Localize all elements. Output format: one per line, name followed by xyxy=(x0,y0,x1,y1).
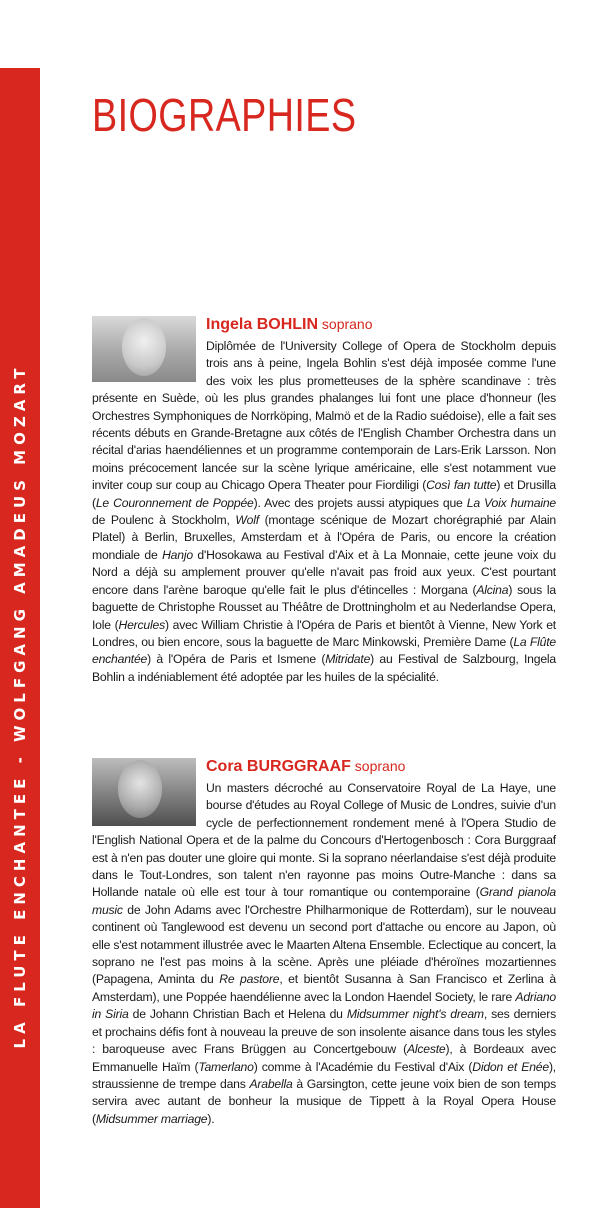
artist-role: soprano xyxy=(318,316,373,332)
italic-title: La Flûte enchantée xyxy=(92,634,556,667)
italic-title: La Voix humaine xyxy=(466,495,556,510)
text-segment: ) comme à l'Académie du Festival d'Aix ( xyxy=(253,1059,473,1074)
biography-cora-burggraaf xyxy=(92,758,556,1128)
text-segment: ) avec William Christie à l'Opéra de Paris et bientôt à Vienne, New York et Londres, ou bien encore, sous la baguette de Marc Minkowski, Première Dame ( xyxy=(92,617,556,649)
italic-title: Alceste xyxy=(406,1042,446,1057)
text-segment: ) sous la baguette de Christophe Rousset au Théâtre de Drottningholm et au Nederlandse Opera, Iole ( xyxy=(92,582,556,632)
italic-title: Alcina xyxy=(476,582,509,597)
biography-text xyxy=(92,780,556,1128)
text-segment: ), à Bordeaux avec Emmanuelle Haïm ( xyxy=(92,1042,557,1074)
text-segment: , ses derniers et prochains défis font à nouveau la preuve de son insolente aisance dans tous les styles : baroqueuse avec Frans Brüggen au Concertgebouw ( xyxy=(92,1007,557,1057)
artist-first-name: Ingela xyxy=(206,316,257,333)
italic-title: Le Couronnement de Poppée xyxy=(95,495,254,510)
page-title: BIOGRAPHIES xyxy=(92,89,357,141)
biography-ingela-bohlin xyxy=(92,316,556,686)
text-segment: de Johann Christian Bach et Helena du xyxy=(128,1007,347,1022)
italic-title: Hanjo xyxy=(162,547,193,562)
italic-title: Re pastore xyxy=(219,972,280,987)
text-segment: (montage scénique de Mozart chorégraphié par Alain Platel) à Berlin, Bruxelles, Amsterdam et à l'Opéra de Paris, ou encore la création mondiale de xyxy=(92,513,557,562)
italic-title: Arabella xyxy=(249,1076,293,1091)
italic-title: Grand pianola music xyxy=(92,885,556,917)
text-segment: de Poulenc à Stockholm, xyxy=(92,513,236,528)
italic-title: Hercules xyxy=(118,617,165,632)
text-segment: ) au Festival de Salzbourg, Ingela Bohlin a indéniablement été adoptée par les huiles de la spécialité. xyxy=(92,652,556,684)
text-segment: , et bientôt Susanna à San Francisco et Zerlina à Amsterdam), une Poppée haendélienne avec la London Haendel Society, le rare xyxy=(92,972,556,1004)
italic-title: Tamerlano xyxy=(198,1059,254,1074)
artist-role: soprano xyxy=(350,758,406,774)
text-segment: d'Hosokawa au Festival d'Aix et à La Monnaie, cette jeune voix du Nord a déjà su amplement prouver qu'elle n'avait pas froid aux yeux. C'est pourtant encore dans l'arène baroque qu'elle fait le plus d'étincelles : Morgana ( xyxy=(92,547,556,597)
text-segment: Un masters décroché au Conservatoire Royal de La Haye, une bourse d'études au Royal College of Music de Londres, suivie d'un cycle de perfectionnement rondement mené à l'Opera Studio de l'English National Opera et de la palme du Concours d'Hertogenbosch : Cora Burggraaf est à n'en pas douter une gloire qui monte. Si la soprano néerlandaise s'est déjà produite dans le Tout-Londres, son talent n'en rayonne pas moins Outre-Manche : dans sa Hollande natale où elle est tour à tour romantique ou contemporaine ( xyxy=(92,781,556,900)
italic-title: Adriano in Siria xyxy=(92,989,556,1022)
text-segment: ). Avec des projets aussi atypiques que xyxy=(253,495,467,510)
text-segment: de John Adams avec l'Orchestre Philharmonique de Rotterdam), sur le nouveau continent où Tanglewood est devenu un second port d'attache ou encore au Japon, où elle s'est notamment illustrée avec le Maarten Altena Ensemble. Eclectique au concert, la soprano ne l'est pas moins à la scène. Après une pléiade d'héroïnes mozartiennes (Papagena, Aminta du xyxy=(92,902,556,987)
italic-title: Così fan tutte xyxy=(426,478,497,493)
text-segment: ), straussienne de trempe dans xyxy=(92,1059,556,1091)
side-banner-text: LA FLUTE ENCHANTEE - WOLFGANG AMADEUS MOZART xyxy=(11,363,29,1049)
italic-title: Midsummer night's dream xyxy=(346,1007,484,1022)
italic-title: Wolf xyxy=(235,513,259,528)
italic-title: Mitridate xyxy=(325,652,371,667)
artist-name xyxy=(206,758,556,776)
text-segment: ) et Drusilla ( xyxy=(92,478,556,510)
artist-first-name: Cora xyxy=(206,758,247,775)
biography-text xyxy=(92,338,556,686)
artist-name xyxy=(206,316,556,334)
portrait-photo-icon xyxy=(92,758,196,826)
text-segment: à Garsington, cette jeune voix bien de son temps servira avec autant de bonheur la musique de Tippett à la Royal Opera House ( xyxy=(92,1076,556,1126)
text-segment: ) à l'Opéra de Paris et Ismene ( xyxy=(147,652,326,667)
artist-last-name: BOHLIN xyxy=(256,316,319,333)
portrait-photo-icon xyxy=(92,316,196,382)
text-segment: Diplômée de l'University College of Opera de Stockholm depuis trois ans à peine, Ingela Bohlin s'est déjà imposée comme l'une des voix les plus prometteuses de la sphère scandinave : très présente en Suède, où les plus grandes phalanges lui font une place d'honneur (les Orchestres Symphoniques de Norrköping, Malmö et de la Radio suédoise), elle a fait ses récents débuts en Grande-Bretagne aux côtés de l'English Chamber Orchestra dans un récital d'arias haendéliennes et un programme contemporain de Lars-Erik Larsson. Non moins précocement lancée sur la scène lyrique américaine, elle s'est notamment vue inviter coup sur coup au Chicago Opera Theater pour Fiordiligi ( xyxy=(92,339,556,493)
italic-title: Didon et Enée xyxy=(472,1059,549,1074)
text-segment: ). xyxy=(207,1111,215,1126)
side-banner xyxy=(0,68,40,1208)
italic-title: Midsummer marriage xyxy=(95,1111,208,1126)
artist-last-name: BURGGRAAF xyxy=(246,758,351,775)
